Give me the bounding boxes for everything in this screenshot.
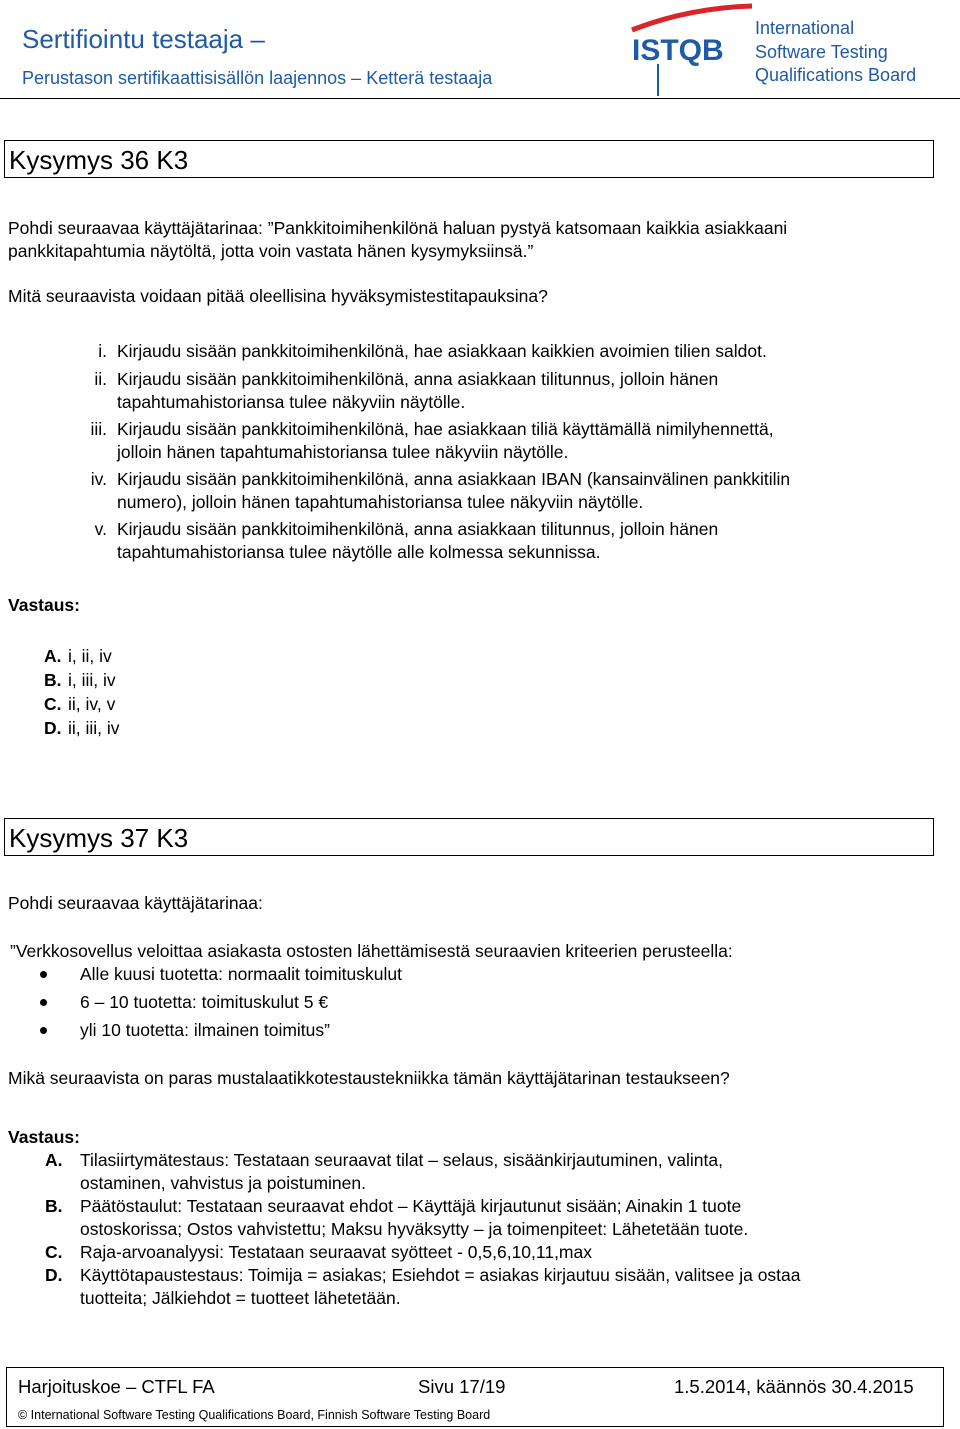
answer-text: ostoskorissa; Ostos vahvistettu; Maksu hyväksytty – ja toimenpiteet: Lähetetään tuote.: [80, 1218, 749, 1239]
answer-text: Tilasiirtymätestaus: Testataan seuraavat tilat – selaus, sisäänkirjautuminen, valinta,: [80, 1150, 723, 1170]
answer-text: tuotteita; Jälkiehdot = tuotteet lähetetään.: [80, 1287, 401, 1308]
logo-swoosh-icon: [632, 6, 752, 30]
question-37-heading-box: [4, 818, 934, 856]
option-number: i.: [98, 341, 107, 361]
question-36-heading: Kysymys 36 K3: [9, 145, 189, 175]
answer-letter: A.: [45, 1150, 63, 1170]
org-line-3: Qualifications Board: [755, 65, 917, 85]
answer-letter: D.: [45, 1265, 63, 1285]
footer-copyright: © International Software Testing Qualifications Board, Finnish Software Testing Board: [18, 1408, 491, 1422]
q36-question: Mitä seuraavista voidaan pitää oleellisina hyväksymistestitapauksina?: [8, 286, 548, 306]
q36-answers: [44, 645, 344, 741]
footer-date: 1.5.2014, käännös 30.4.2015: [674, 1376, 914, 1397]
org-name: [755, 17, 916, 88]
option-text: Kirjaudu sisään pankkitoimihenkilönä, hae asiakkaan tiliä käyttämällä nimilyhennettä,: [117, 419, 774, 439]
option-number: ii.: [94, 369, 107, 389]
answer-option: [44, 669, 116, 692]
answer-text: ii, iii, iv: [68, 718, 120, 738]
option-text: tapahtumahistoriansa tulee näytölle alle kolmessa sekunnissa.: [117, 541, 601, 562]
option-text: Kirjaudu sisään pankkitoimihenkilönä, anna asiakkaan tilitunnus, jolloin hänen: [117, 369, 719, 389]
bullet-dot-icon: [40, 971, 47, 978]
bullet-text: 6 – 10 tuotetta: toimituskulut 5 €: [80, 992, 329, 1012]
header-title: Sertifiointu testaaja –: [22, 24, 265, 54]
logo-wordmark: ISTQB: [632, 34, 724, 67]
bullet-text: yli 10 tuotetta: ilmainen toimitus”: [80, 1020, 330, 1040]
q37-answers: [0, 1149, 940, 1319]
q37-story: ”Verkkosovellus veloittaa asiakasta ostosten lähettämisestä seuraavien kriteerien perusteella:: [10, 941, 733, 961]
footer-page-number: Sivu 17/19: [418, 1376, 506, 1397]
answer-letter: A.: [44, 646, 62, 666]
q36-intro-line-1: Pohdi seuraavaa käyttäjätarinaa: ”Pankkitoimihenkilönä haluan pystyä katsomaan kaikkia asiakkaani: [8, 218, 788, 238]
answer-text: Käyttötapaustestaus: Toimija = asiakas; Esiehdot = asiakas kirjautuu sisään, valitsee ja ostaa: [80, 1265, 801, 1285]
header-divider: [0, 98, 960, 99]
org-line-2: Software Testing: [755, 41, 888, 62]
footer-document: Harjoituskoe – CTFL FA: [18, 1376, 215, 1397]
answer-letter: C.: [44, 694, 62, 714]
answer-letter: B.: [44, 670, 62, 690]
q36-intro: [8, 217, 787, 262]
org-line-1: International: [755, 18, 855, 38]
answer-option: [44, 645, 112, 668]
question-36-heading-box: [4, 140, 934, 178]
q36-options-list: [37, 340, 937, 580]
header-subtitle: Perustason sertifikaattisisällön laajennos – Ketterä testaaja: [22, 68, 493, 88]
option-number: v.: [94, 519, 107, 539]
answer-text: i, ii, iv: [68, 646, 112, 666]
answer-letter: D.: [44, 718, 62, 738]
q36-answer-label: Vastaus:: [8, 595, 80, 615]
bullet-dot-icon: [40, 1027, 47, 1034]
option-number: iii.: [90, 419, 107, 439]
answer-letter: C.: [45, 1242, 63, 1262]
option-text: numero), jolloin hänen tapahtumahistoriansa tulee näkyviin näytölle.: [117, 491, 644, 512]
option-text: Kirjaudu sisään pankkitoimihenkilönä, anna asiakkaan IBAN (kansainvälinen pankkitilin: [117, 469, 791, 489]
bullet-dot-icon: [40, 999, 47, 1006]
option-text: jolloin hänen tapahtumahistoriansa tulee näkyviin näytölle.: [117, 441, 569, 462]
bullet-text: Alle kuusi tuotetta: normaalit toimituskulut: [80, 964, 402, 984]
q36-intro-line-2: pankkitapahtumia näytöltä, jotta voin vastata hänen kysymyksiinsä.”: [8, 240, 534, 261]
answer-text: Päätöstaulut: Testataan seuraavat ehdot – Käyttäjä kirjautunut sisään; Ainakin 1 tuote: [80, 1196, 742, 1216]
option-text: tapahtumahistoriansa tulee näkyviin näytölle.: [117, 391, 466, 412]
answer-letter: B.: [45, 1196, 63, 1216]
question-37-heading: Kysymys 37 K3: [9, 823, 189, 853]
answer-option: [44, 693, 115, 716]
answer-text: ostaminen, vahvistus ja poistuminen.: [80, 1172, 366, 1193]
answer-option: [44, 717, 120, 740]
option-text: Kirjaudu sisään pankkitoimihenkilönä, hae asiakkaan kaikkien avoimien tilien saldot.: [117, 341, 767, 361]
answer-text: Raja-arvoanalyysi: Testataan seuraavat syötteet - 0,5,6,10,11,max: [80, 1242, 592, 1262]
q37-question: Mikä seuraavista on paras mustalaatikkotestaustekniikka tämän käyttäjätarinan testaukseen?: [8, 1068, 730, 1088]
q37-answer-label: Vastaus:: [8, 1127, 80, 1147]
option-number: iv.: [90, 469, 107, 489]
answer-text: ii, iv, v: [68, 694, 116, 714]
q37-intro: Pohdi seuraavaa käyttäjätarinaa:: [8, 893, 263, 913]
answer-text: i, iii, iv: [68, 670, 116, 690]
option-text: Kirjaudu sisään pankkitoimihenkilönä, anna asiakkaan tilitunnus, jolloin hänen: [117, 519, 719, 539]
